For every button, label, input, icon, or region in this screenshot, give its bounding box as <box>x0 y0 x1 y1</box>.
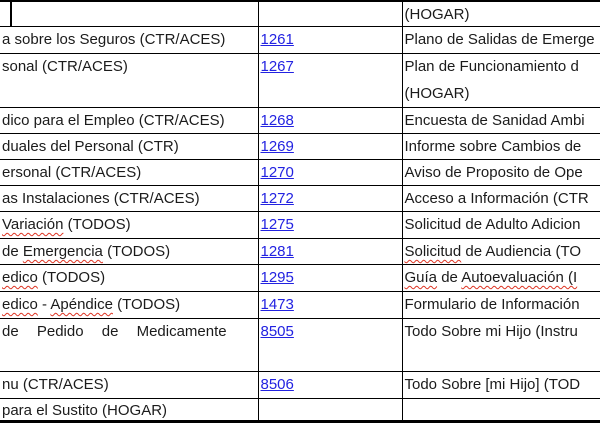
form-number-cell <box>258 54 402 108</box>
cell-text: sonal (CTR/ACES) <box>2 58 128 75</box>
form-title-cell <box>0 54 258 108</box>
form-title-cell <box>0 212 258 239</box>
cell-line <box>261 267 398 289</box>
cell-line <box>405 374 600 396</box>
cell-line <box>2 241 254 263</box>
cell-line <box>405 214 600 236</box>
cell-text: Plano de Salidas de Emerge <box>404 31 595 48</box>
form-number-link[interactable]: 1281 <box>260 243 294 260</box>
table-row <box>0 108 600 134</box>
cell-line <box>405 83 600 105</box>
cell-line <box>2 374 254 396</box>
form-number-link[interactable]: 1275 <box>260 216 294 233</box>
misspelled-text: Variación <box>2 216 64 233</box>
form-number-cell <box>258 239 402 265</box>
cell-line <box>2 29 254 51</box>
form-desc-cell <box>402 108 600 134</box>
form-number-cell <box>258 108 402 134</box>
cell-line <box>405 4 600 26</box>
cell-text: as Instalaciones (CTR/ACES) <box>2 190 200 207</box>
cell-divider-stub <box>10 1 12 26</box>
cell-text: Acceso a Información (CTR <box>404 190 589 207</box>
table-row <box>0 372 600 399</box>
form-number-cell <box>258 319 402 372</box>
cell-line <box>261 214 398 236</box>
table-row <box>0 319 600 372</box>
table-row <box>0 186 600 212</box>
form-desc-cell <box>402 186 600 212</box>
cell-text: Todo Sobre mi Hijo (Instru <box>404 323 578 340</box>
form-number-cell <box>258 134 402 160</box>
cell-line <box>261 136 398 158</box>
forms-table-body <box>0 1 600 422</box>
cell-line <box>261 162 398 184</box>
table-row <box>0 399 600 422</box>
cell-text: Plan de Funcionamiento d <box>404 58 579 75</box>
misspelled-text: Emergencia <box>22 243 103 260</box>
table-row <box>0 239 600 265</box>
form-title-cell <box>0 319 258 372</box>
cell-line <box>2 110 254 132</box>
form-title-cell <box>0 134 258 160</box>
table-row <box>0 292 600 319</box>
form-number-link[interactable]: 1473 <box>260 296 294 313</box>
form-title-cell <box>0 239 258 265</box>
cell-text: de <box>437 269 462 286</box>
cell-text: de Pedido de Medicamente <box>2 323 227 340</box>
form-number-cell <box>258 186 402 212</box>
form-number-link[interactable]: 1268 <box>260 112 294 129</box>
form-number-link[interactable]: 1269 <box>260 138 294 155</box>
cell-text: Formulario de Información <box>404 296 580 313</box>
form-desc-cell <box>402 372 600 399</box>
table-row <box>0 54 600 108</box>
cell-line <box>2 136 254 158</box>
form-desc-cell <box>402 265 600 292</box>
form-title-cell <box>0 108 258 134</box>
cell-line <box>405 321 600 343</box>
form-desc-cell <box>402 239 600 265</box>
cell-line <box>2 162 254 184</box>
cell-text: ersonal (CTR/ACES) <box>2 164 142 181</box>
cell-line <box>2 321 254 343</box>
cell-line <box>261 374 398 396</box>
form-number-link[interactable]: 1261 <box>260 31 294 48</box>
form-title-cell <box>0 372 258 399</box>
form-title-cell <box>0 160 258 186</box>
misspelled-text: Apéndice <box>50 296 113 313</box>
cell-line <box>405 56 600 78</box>
cell-line <box>2 188 254 210</box>
form-desc-cell <box>402 134 600 160</box>
form-desc-cell <box>402 54 600 108</box>
cell-line <box>261 188 398 210</box>
cell-line <box>2 401 254 420</box>
cell-text: Informe sobre Cambios de <box>404 138 582 155</box>
form-title-cell <box>0 1 258 27</box>
table-row <box>0 1 600 27</box>
form-title-cell <box>0 265 258 292</box>
cell-line <box>405 188 600 210</box>
cell-line <box>405 110 600 132</box>
cell-line <box>405 29 600 51</box>
form-number-cell <box>258 27 402 54</box>
form-title-cell <box>0 27 258 54</box>
table-row <box>0 160 600 186</box>
form-number-link[interactable]: 1272 <box>260 190 294 207</box>
misspelled-text: Guía <box>404 269 438 286</box>
form-number-cell <box>258 292 402 319</box>
cell-text: de Audiencia (TO <box>461 243 581 260</box>
form-number-link[interactable]: 1267 <box>260 58 294 75</box>
form-desc-cell <box>402 212 600 239</box>
table-row <box>0 212 600 239</box>
table-row <box>0 134 600 160</box>
cell-line <box>261 241 398 263</box>
cell-line <box>261 56 398 78</box>
form-number-cell <box>258 265 402 292</box>
form-number-link[interactable]: 8505 <box>260 323 294 340</box>
form-number-link[interactable]: 1295 <box>260 269 294 286</box>
cell-text: Encuesta de Sanidad Ambi <box>404 112 585 129</box>
cell-line <box>405 136 600 158</box>
cell-text: Aviso de Proposito de Ope <box>404 164 583 181</box>
form-number-cell <box>258 160 402 186</box>
cell-text: (HOGAR) <box>404 85 470 102</box>
cell-line <box>261 321 398 343</box>
form-number-cell <box>258 399 402 422</box>
cell-text: (TODOS) <box>112 296 181 313</box>
cell-line <box>261 29 398 51</box>
form-number-cell <box>258 372 402 399</box>
cell-text: para el Sustito (HOGAR) <box>2 402 168 419</box>
table-row <box>0 265 600 292</box>
cell-line <box>405 267 600 289</box>
form-title-cell <box>0 186 258 212</box>
table-row <box>0 27 600 54</box>
misspelled-text: Autoevaluación (I <box>461 269 578 286</box>
cell-text: a sobre los Seguros (CTR/ACES) <box>2 31 226 48</box>
cell-line <box>405 241 600 263</box>
form-title-cell <box>0 292 258 319</box>
cell-line <box>261 294 398 316</box>
form-desc-cell <box>402 1 600 27</box>
form-title-cell <box>0 399 258 422</box>
cell-text: Todo Sobre [mi Hijo] (TOD <box>404 376 581 393</box>
cell-line <box>405 162 600 184</box>
cell-line <box>2 56 254 78</box>
cell-text: - <box>37 296 51 313</box>
cell-text: duales del Personal (CTR) <box>2 138 179 155</box>
form-desc-cell <box>402 27 600 54</box>
misspelled-text: edico <box>2 296 38 313</box>
cell-line <box>2 294 254 316</box>
cell-text: (TODOS) <box>37 269 106 286</box>
cell-text: Solicitud de Adulto Adicion <box>404 216 581 233</box>
cell-text: de <box>2 243 23 260</box>
cell-text: (TODOS) <box>102 243 171 260</box>
cell-text: dico para el Empleo (CTR/ACES) <box>2 112 225 129</box>
cell-text: (HOGAR) <box>404 6 470 23</box>
cell-line <box>261 110 398 132</box>
form-number-cell <box>258 212 402 239</box>
cell-line <box>405 294 600 316</box>
form-number-cell <box>258 1 402 27</box>
form-desc-cell <box>402 292 600 319</box>
cell-line <box>2 267 254 289</box>
cell-text: (TODOS) <box>63 216 131 233</box>
form-desc-cell <box>402 160 600 186</box>
misspelled-text: Solicitud <box>404 243 462 260</box>
form-number-link[interactable]: 1270 <box>260 164 294 181</box>
cell-line <box>2 214 254 236</box>
form-number-link[interactable]: 8506 <box>260 376 294 393</box>
cell-text: nu (CTR/ACES) <box>2 376 109 393</box>
misspelled-text: edico <box>2 269 38 286</box>
form-desc-cell <box>402 399 600 422</box>
form-desc-cell <box>402 319 600 372</box>
